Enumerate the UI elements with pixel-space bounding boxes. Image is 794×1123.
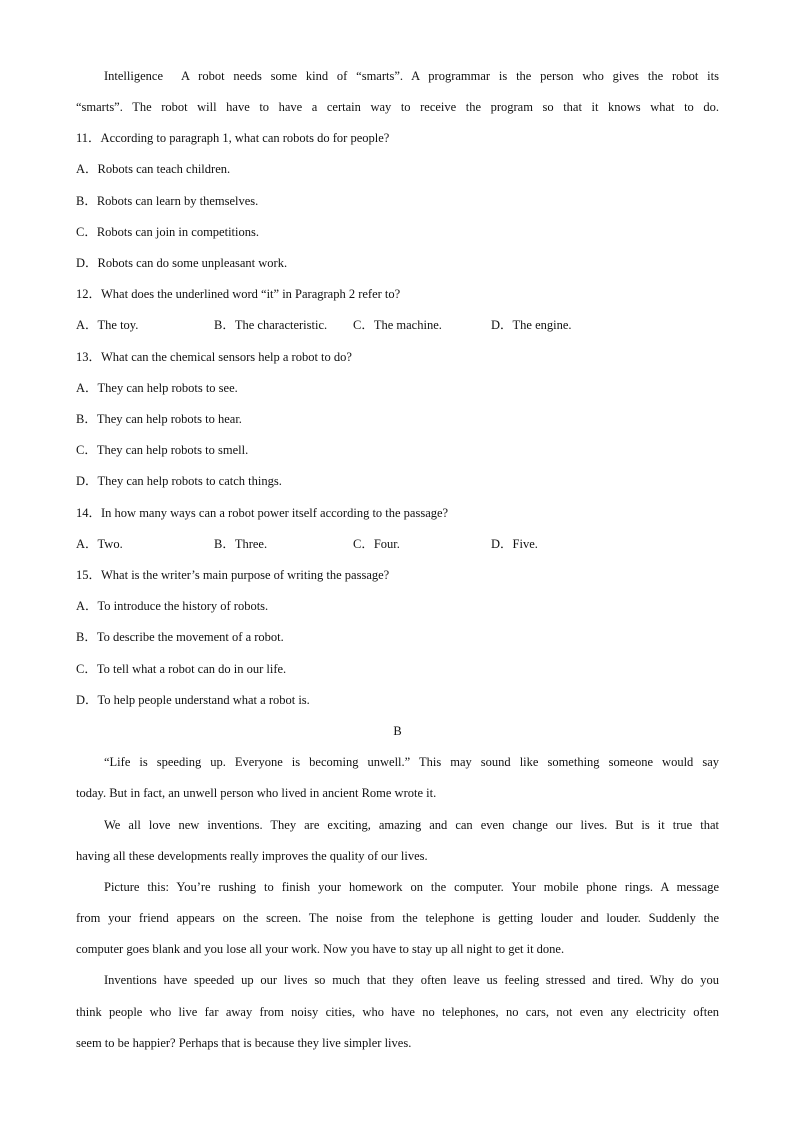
question-11-option-c: C．Robots can join in competitions. bbox=[76, 225, 259, 239]
question-12-option-b: B．The characteristic. bbox=[214, 318, 328, 332]
question-13-option-a: A．They can help robots to see. bbox=[76, 381, 238, 395]
question-15-option-d: D．To help people understand what a robot is. bbox=[76, 693, 310, 707]
passage-b-line-6: from your friend appears on the screen. The noise from the telephone is getting louder and louder. Suddenly the bbox=[76, 911, 719, 925]
intro-line-2: “smarts”. The robot will have to have a certain way to receive the program so that it knows what to do. bbox=[76, 100, 719, 114]
passage-b-line-5: Picture this: You’re rushing to finish your homework on the computer. Your mobile phone rings. A message bbox=[104, 880, 719, 894]
question-11-stem: 11．According to paragraph 1, what can robots do for people? bbox=[76, 131, 390, 145]
question-11-option-b: B．Robots can learn by themselves. bbox=[76, 194, 259, 208]
passage-b-line-10: seem to be happier? Perhaps that is because they live simpler lives. bbox=[76, 1036, 412, 1050]
question-12-options bbox=[76, 317, 719, 333]
intro-line-1 bbox=[76, 68, 719, 84]
question-11-option-a: A．Robots can teach children. bbox=[76, 162, 231, 176]
question-15-option-b: B．To describe the movement of a robot. bbox=[76, 630, 284, 644]
question-13-option-b: B．They can help robots to hear. bbox=[76, 412, 242, 426]
passage-b-line-9: think people who live far away from noisy cities, who have no telephones, no cars, not even any electricity often bbox=[76, 1005, 719, 1019]
question-12-stem: 12．What does the underlined word “it” in Paragraph 2 refer to? bbox=[76, 287, 401, 301]
passage-b-line-4: having all these developments really improves the quality of our lives. bbox=[76, 849, 428, 863]
question-13-option-d: D．They can help robots to catch things. bbox=[76, 474, 282, 488]
question-13-stem: 13．What can the chemical sensors help a robot to do? bbox=[76, 350, 352, 364]
question-13-option-c: C．They can help robots to smell. bbox=[76, 443, 249, 457]
passage-b-line-3: We all love new inventions. They are exciting, amazing and can even change our lives. But is it true that bbox=[104, 818, 719, 832]
question-14-option-d: D．Five. bbox=[491, 537, 538, 551]
passage-b-line-8: Inventions have speeded up our lives so much that they often leave us feeling stressed and tired. Why do you bbox=[104, 973, 719, 987]
passage-b-line-1: “Life is speeding up. Everyone is becoming unwell.” This may sound like something someone would say bbox=[104, 755, 719, 769]
intro-heading: Intelligence bbox=[104, 69, 163, 83]
passage-b-line-2: today. But in fact, an unwell person who lived in ancient Rome wrote it. bbox=[76, 786, 437, 800]
question-12-option-d: D．The engine. bbox=[491, 318, 572, 332]
question-15-option-c: C．To tell what a robot can do in our life. bbox=[76, 662, 287, 676]
question-15-option-a: A．To introduce the history of robots. bbox=[76, 599, 269, 613]
intro-line-1-text: A robot needs some kind of “smarts”. A programmar is the person who gives the robot its bbox=[181, 69, 719, 83]
question-14-option-c: C．Four. bbox=[353, 537, 400, 551]
question-14-option-a: A．Two. bbox=[76, 537, 123, 551]
question-12-option-a: A．The toy. bbox=[76, 318, 139, 332]
question-14-stem: 14．In how many ways can a robot power itself according to the passage? bbox=[76, 506, 449, 520]
question-15-stem: 15．What is the writer’s main purpose of writing the passage? bbox=[76, 568, 390, 582]
question-14-options bbox=[76, 536, 719, 552]
question-11-option-d: D．Robots can do some unpleasant work. bbox=[76, 256, 288, 270]
question-14-option-b: B．Three. bbox=[214, 537, 268, 551]
section-b-title: B bbox=[393, 724, 402, 738]
passage-b-line-7: computer goes blank and you lose all your work. Now you have to stay up all night to get it done. bbox=[76, 942, 565, 956]
question-12-option-c: C．The machine. bbox=[353, 318, 442, 332]
